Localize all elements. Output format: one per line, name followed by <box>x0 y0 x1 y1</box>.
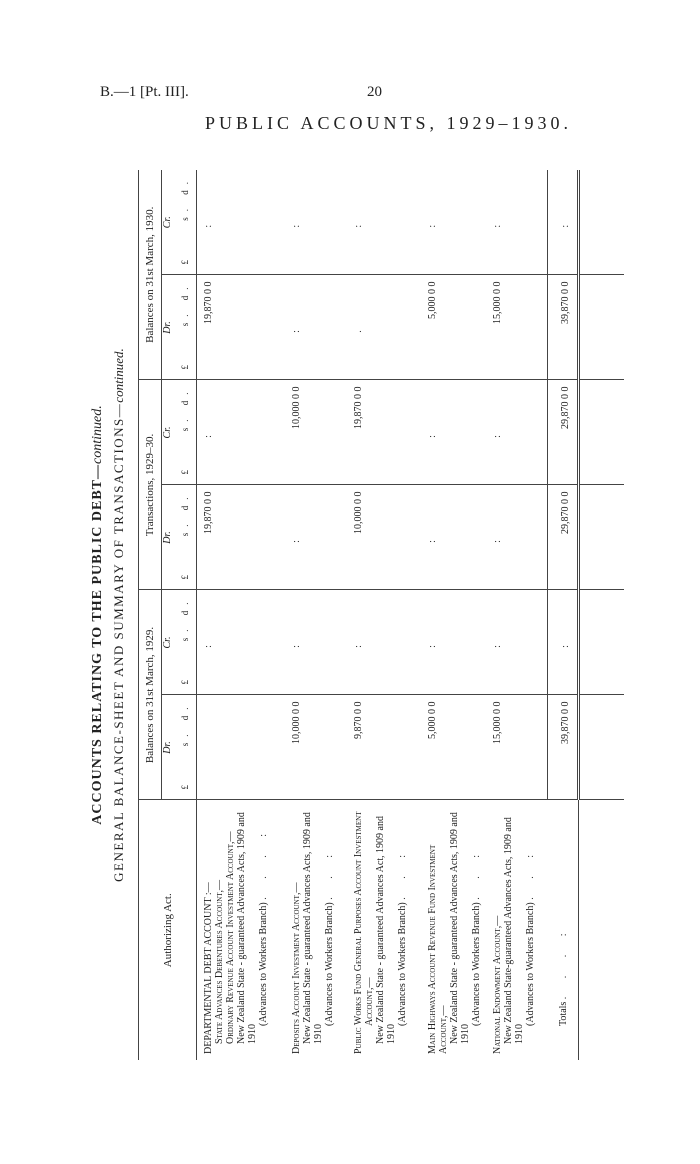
cr-header: Cr. <box>162 380 181 485</box>
authorizing-act-cell: DEPARTMENTAL DEBT ACCOUNT :— State Advances Debentures Account,— Ordinary Revenue Account Investment Account,— New Zealand State - guaranteed Advances Acts, 1909 and 1910 (Advances to Workers Branch) . . . : <box>197 800 285 1060</box>
pound-unit: £ <box>180 575 190 580</box>
total-balance-1930-cr: : <box>548 170 579 275</box>
balance-1930-dr: 15,000 0 0 <box>486 275 548 380</box>
balance-1929-cr: : <box>347 590 421 695</box>
totals-label-cell: Totals . . . : <box>548 800 579 1060</box>
page-number: 20 <box>367 84 382 100</box>
total-balance-1929-dr: 39,870 0 0 <box>548 695 579 800</box>
total-transactions-dr: 29,870 0 0 <box>548 485 579 590</box>
authorizing-act-cell: Main Highways Account Revenue Fund Investment Account,— New Zealand State - guaranteed Advances Acts, 1909 and 1910 (Advances to Workers Branch) . . : <box>421 800 486 1060</box>
dr-header: Dr. <box>162 695 181 800</box>
balance-1929-dr: 5,000 0 0 <box>421 695 486 800</box>
table-row <box>486 170 548 1060</box>
balance-1929-dr <box>197 695 285 800</box>
dr-header: Dr. <box>162 275 181 380</box>
transactions-dr: 10,000 0 0 <box>347 485 421 590</box>
table-row <box>347 170 421 1060</box>
statement-subtitle: GENERAL BALANCE-SHEET AND SUMMARY OF TRANSACTIONS—continued. <box>111 348 126 882</box>
balance-1929-cr: : <box>421 590 486 695</box>
table-row <box>285 170 347 1060</box>
table-row <box>197 170 285 1060</box>
balance-1930-cr: : <box>290 220 302 228</box>
totals-row <box>548 170 579 1060</box>
sd-unit: s. d. <box>180 281 190 327</box>
cr-header: Cr. <box>162 216 173 229</box>
page-title: PUBLIC ACCOUNTS, 1929–1930. <box>205 113 573 133</box>
rotated-statement <box>80 140 640 1090</box>
transactions-cr: : <box>197 380 285 485</box>
balance-sheet-table <box>138 170 624 1060</box>
balance-1930-dr: . <box>347 275 421 380</box>
balance-1929-cr: : <box>197 590 285 695</box>
transactions-cr: 19,870 0 0 <box>347 380 421 485</box>
transactions-dr: : <box>285 485 347 590</box>
section-heading: DEPARTMENTAL DEBT ACCOUNT :— <box>203 882 214 1054</box>
sd-unit: s. d. <box>180 491 190 537</box>
total-balance-1929-cr: : <box>548 590 579 695</box>
sd-unit: s. d. <box>180 701 190 747</box>
balance-1929-cr: : <box>285 590 347 695</box>
pound-unit: £ <box>180 785 190 790</box>
dr-header: Dr. <box>162 485 181 590</box>
balance-1930-dr: 19,870 0 0 <box>197 275 285 380</box>
authorizing-act-cell: Public Works Fund General Purposes Account Investment Account,— New Zealand State - guaranteed Advances Act, 1909 and 1910 (Advances to Workers Branch) . . : <box>347 800 421 1060</box>
sd-unit: s. d. <box>180 596 190 642</box>
balance-1930-cr: : <box>486 170 548 275</box>
sd-unit: s. d. <box>180 175 190 221</box>
sd-unit: s. d. <box>180 386 190 432</box>
pound-unit: £ <box>180 259 190 265</box>
balance-1930-cr: : <box>203 220 214 228</box>
transactions-cr: 10,000 0 0 <box>285 380 347 485</box>
balance-1930-cr: : <box>426 220 438 228</box>
authorizing-act-header: Authorizing Act. <box>139 800 197 1060</box>
transactions-dr: : <box>421 485 486 590</box>
page-identifier: B.—1 [Pt. III]. <box>100 84 189 100</box>
balance-1930-cr: : <box>352 220 364 228</box>
total-transactions-cr: 29,870 0 0 <box>548 380 579 485</box>
balance-1929-dr: 10,000 0 0 <box>285 695 347 800</box>
transactions-cr: : <box>486 380 548 485</box>
pound-unit: £ <box>180 470 190 475</box>
transactions-dr: : <box>486 485 548 590</box>
table-row <box>421 170 486 1060</box>
balance-1930-dr: 5,000 0 0 <box>421 275 486 380</box>
transactions-dr: 19,870 0 0 <box>197 485 285 590</box>
balances-1930-header: Balances on 31st March, 1930. <box>139 170 162 380</box>
total-balance-1930-dr: 39,870 0 0 <box>548 275 579 380</box>
balance-1929-dr: 15,000 0 0 <box>486 695 548 800</box>
balances-1929-header: Balances on 31st March, 1929. <box>139 590 162 800</box>
transactions-header: Transactions, 1929–30. <box>139 380 162 590</box>
balance-1929-dr: 9,870 0 0 <box>347 695 421 800</box>
authorizing-act-cell: National Endowment Account,— New Zealand State-guaranteed Advances Acts, 1909 and 1910 (Advances to Workers Branch) . . : <box>486 800 548 1060</box>
balance-1930-dr: : <box>285 275 347 380</box>
cr-header: Cr. <box>162 590 181 695</box>
pound-unit: £ <box>180 680 190 685</box>
balance-1929-cr: : <box>486 590 548 695</box>
pound-unit: £ <box>180 364 190 370</box>
statement-title: ACCOUNTS RELATING TO THE PUBLIC DEBT—continued. <box>90 405 105 825</box>
transactions-cr: : <box>421 380 486 485</box>
authorizing-act-cell: Deposits Account Investment Account,— New Zealand State - guaranteed Advances Acts, 1909 and 1910 (Advances to Workers Branch) . . : <box>285 800 347 1060</box>
